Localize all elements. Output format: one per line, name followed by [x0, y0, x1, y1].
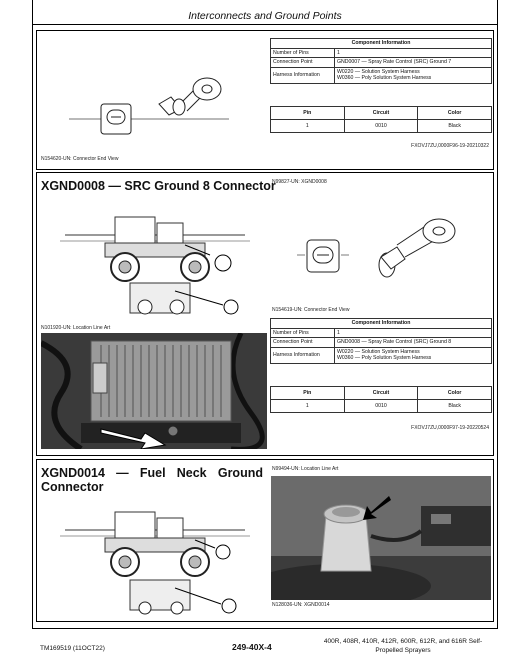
header-rule [32, 24, 498, 25]
reference-code: FXOVJ7ZU,0000F96-19-20210322 [411, 143, 489, 149]
sprayer-line-art [45, 195, 265, 315]
page-title: Interconnects and Ground Points [188, 10, 342, 22]
controller-photo [41, 333, 267, 449]
reference-code: FXOVJ7ZU,0000F97-19-20220524 [411, 425, 489, 431]
section-gnd0007 [36, 30, 494, 170]
connector-end-view-art [277, 195, 487, 305]
component-info-table [270, 318, 492, 364]
image-caption: N99827-UN: XGND0008 [272, 179, 327, 185]
image-caption: N154619-UN: Connector End View [272, 307, 350, 313]
section-title-line2: Connector [41, 480, 104, 494]
page-border-right [497, 0, 498, 628]
table-header: Component Information [271, 319, 492, 329]
table-row: Number of Pins 1 [271, 328, 492, 338]
table-row: Harness Information W0220 — Solution System Harness W0360 — Poly Solution System Harness [271, 67, 492, 83]
table-header: Component Information [271, 39, 492, 49]
footer-rule [32, 628, 498, 629]
pin-table: Pin Circuit Color 1 0010 Black [270, 106, 492, 133]
section-xgnd0008 [36, 172, 494, 456]
section-title: XGND0008 — SRC Ground 8 Connector [41, 179, 276, 193]
image-caption: N101920-UN: Location Line Art [41, 325, 111, 331]
fuel-neck-photo [271, 476, 491, 600]
image-caption: N128036-UN: XGND0014 [272, 602, 330, 608]
table-row: Connection Point GND0008 — Spray Rate Control (SRC) Ground 8 [271, 338, 492, 348]
section-xgnd0014 [36, 459, 494, 622]
table-row: 1 0010 Black [271, 400, 492, 413]
pin-table: Pin Circuit Color 1 0010 Black [270, 386, 492, 413]
image-caption: N154620-UN: Connector End View [41, 156, 119, 162]
image-caption: N99494-UN: Location Line Art [272, 466, 339, 472]
component-info-table [270, 38, 492, 84]
models-text: 400R, 408R, 410R, 412R, 600R, 612R, and 616R Self- Propelled Sprayers [323, 638, 483, 654]
table-row: Connection Point GND0007 — Spray Rate Control (SRC) Ground 7 [271, 58, 492, 68]
connector-end-view-art [49, 49, 249, 149]
section-title: XGND0014 — Fuel Neck Ground [41, 466, 263, 480]
table-row: 1 0010 Black [271, 120, 492, 133]
document-id: TM169519 (11OCT22) [40, 645, 105, 652]
table-row: Harness Information W0220 — Solution System Harness W0360 — Poly Solution System Harness [271, 347, 492, 363]
sprayer-line-art [45, 500, 265, 618]
page-border-left [32, 0, 33, 628]
page-number: 249-40X-4 [232, 642, 272, 652]
table-row: Number of Pins 1 [271, 48, 492, 58]
